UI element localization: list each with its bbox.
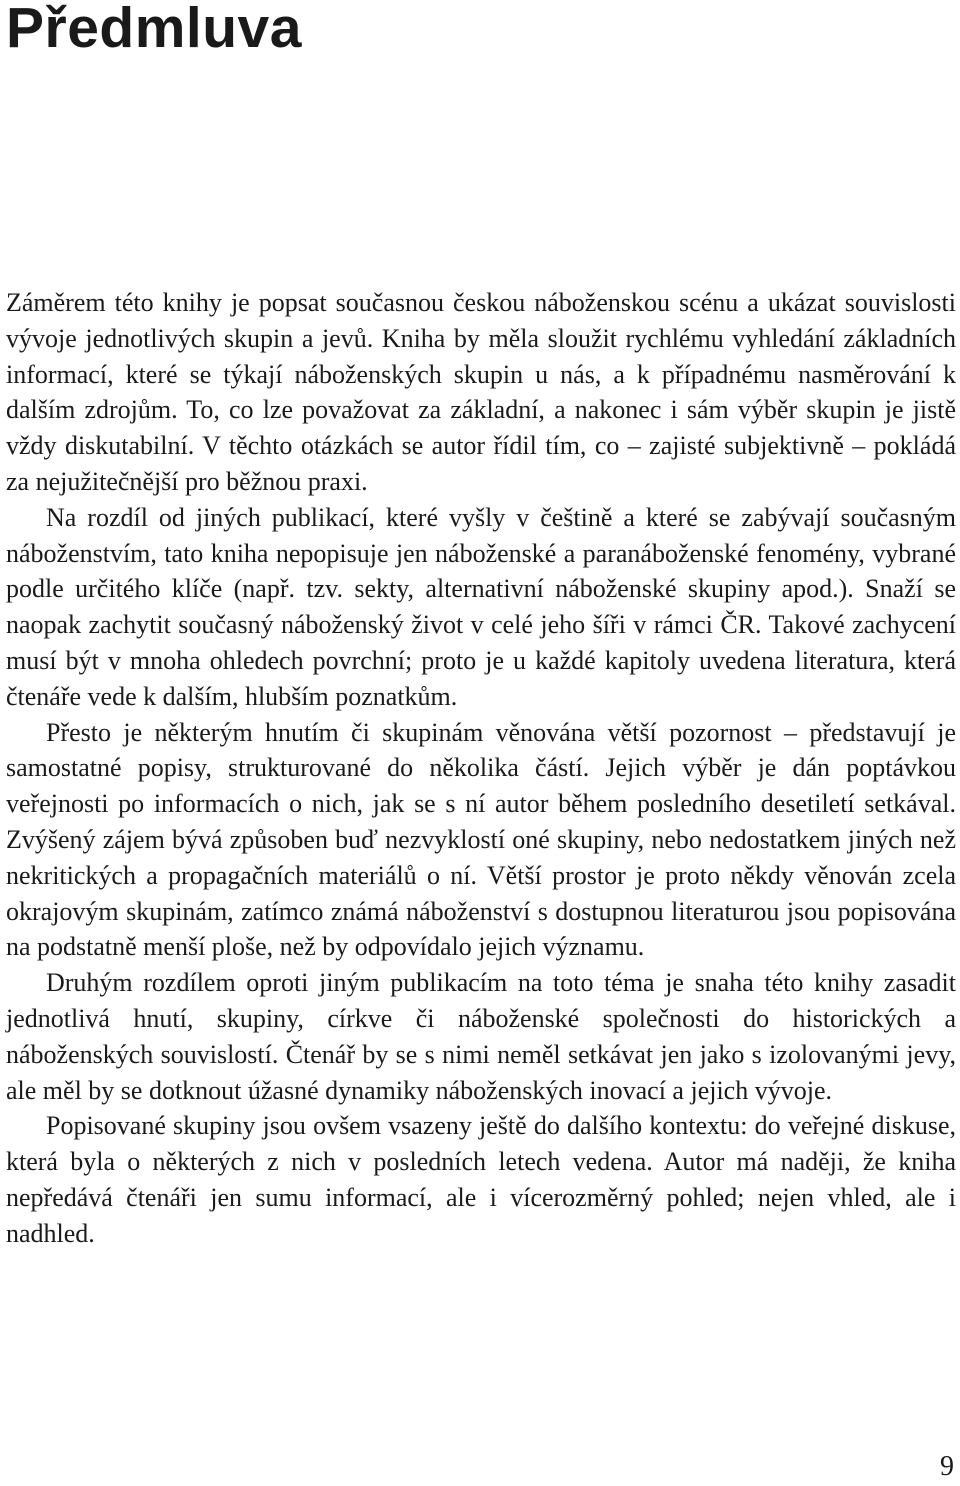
- paragraph-1: Záměrem této knihy je popsat současnou českou náboženskou scénu a ukázat souvislosti vývoje jednotlivých skupin a jevů. Kniha by měla sloužit rychlému vyhledání základních informací, které se týkají náboženských skupin u nás, a k případnému nasměrování k dalším zdrojům. To, co lze považovat za základní, a nakonec i sám výběr skupin je jistě vždy diskutabilní. V těchto otázkách se autor řídil tím, co – zajisté subjektivně – pokládá za nejužitečnější pro běžnou praxi.: [6, 288, 956, 496]
- paragraph-4: Druhým rozdílem oproti jiným publikacím na toto téma je snaha této knihy zasadit jednotlivá hnutí, skupiny, církve či náboženské společnosti do historických a náboženských souvislostí. Čtenář by se s nimi neměl setkávat jen jako s izolovanými jevy, ale měl by se dotknout úžasné dynamiky náboženských inovací a jejich vývoje.: [6, 968, 956, 1105]
- page-title: Předmluva: [6, 0, 302, 60]
- paragraph-5: Popisované skupiny jsou ovšem vsazeny ještě do dalšího kontextu: do veřejné diskuse, která byla o některých z nich v posledních letech vedena. Autor má naději, že kniha nepředává čtenáři jen sumu informací, ale i vícerozměrný pohled; nejen vhled, ale i nadhled.: [6, 1111, 956, 1248]
- page-number: 9: [940, 1451, 954, 1482]
- paragraph-3: Přesto je některým hnutím či skupinám věnována větší pozornost – představují je samostatné popisy, strukturované do několika částí. Jejich výběr je dán poptávkou veřejnosti po informacích o nich, jak se s ní autor během posledního desetiletí setkával. Zvýšený zájem bývá způsoben buď nezvyklostí oné skupiny, nebo nedostatkem jiných než nekritických a propagačních materiálů o ní. Větší prostor je proto někdy věnován zcela okrajovým skupinám, zatímco známá náboženství s dostupnou literaturou jsou popisována na podstatně menší ploše, než by odpovídalo jejich významu.: [6, 717, 956, 962]
- paragraph-2: Na rozdíl od jiných publikací, které vyšly v češtině a které se zabývají současným náboženstvím, tato kniha nepopisuje jen náboženské a paranáboženské fenomény, vybrané podle určitého klíče (např. tzv. sekty, alternativní náboženské skupiny apod.). Snaží se naopak zachytit současný náboženský život v celé jeho šíři v rámci ČR. Takové zachycení musí být v mnoha ohledech povrchní; proto je u každé kapitoly uvedena literatura, která čtenáře vede k dalším, hlubším poznatkům.: [6, 502, 956, 711]
- preface-body: [6, 285, 956, 1252]
